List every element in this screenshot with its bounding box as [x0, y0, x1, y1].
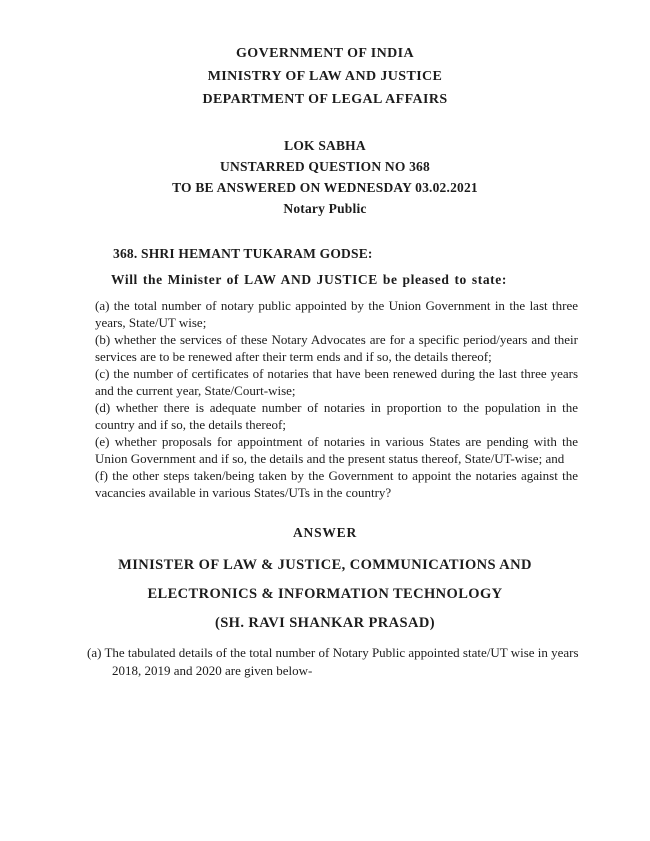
question-intro: Will the Minister of LAW AND JUSTICE be pleased to state:	[111, 272, 507, 287]
minister-designation	[0, 557, 650, 632]
question-number: UNSTARRED QUESTION NO 368	[220, 159, 430, 174]
minister-designation-line-2: ELECTRONICS & INFORMATION TECHNOLOGY	[147, 586, 503, 602]
letterhead	[0, 42, 650, 111]
minister-designation-line-1: MINISTER OF LAW & JUSTICE, COMMUNICATIONS AND	[118, 557, 532, 573]
question-item-f: (f) the other steps taken/being taken by the Government to appoint the notaries against the vacancies available in various States/UTs in the country?	[95, 468, 578, 500]
question-item-a: (a) the total number of notary public appointed by the Union Government in the last three years, State/UT wise;	[95, 298, 578, 330]
letterhead-department-line: DEPARTMENT OF LEGAL AFFAIRS	[202, 92, 448, 107]
question-list	[95, 297, 578, 501]
letterhead-ministry-line: MINISTRY OF LAW AND JUSTICE	[207, 69, 443, 84]
answer-date: TO BE ANSWERED ON WEDNESDAY 03.02.2021	[172, 180, 478, 195]
question-section	[0, 246, 650, 501]
member-name: 368. SHRI HEMANT TUKARAM GODSE:	[113, 246, 373, 261]
answer-paragraph-a: (a) The tabulated details of the total number of Notary Public appointed state/UT wise in years 2018, 2019 and 2020 are given below-	[87, 645, 579, 678]
letterhead-government-line: GOVERNMENT OF INDIA	[236, 46, 414, 61]
question-item-e: (e) whether proposals for appointment of notaries in various States are pending with the Union Government and if so, the details and the present status thereof, State/UT-wise; and	[95, 434, 578, 466]
session-block	[0, 135, 650, 219]
answer-heading: ANSWER	[292, 525, 358, 540]
question-item-b: (b) whether the services of these Notary Advocates are for a specific period/years and their services are to be renewed after their term ends and if so, the details thereof;	[95, 332, 578, 364]
question-item-c: (c) the number of certificates of notaries that have been renewed during the last three years and the current year, State/Court-wise;	[95, 366, 578, 398]
house-title: LOK SABHA	[284, 138, 366, 153]
minister-name: (SH. RAVI SHANKAR PRASAD)	[214, 615, 435, 631]
subject-title: Notary Public	[283, 201, 367, 216]
question-item-d: (d) whether there is adequate number of notaries in proportion to the population in the country and if so, the details thereof;	[95, 400, 578, 432]
